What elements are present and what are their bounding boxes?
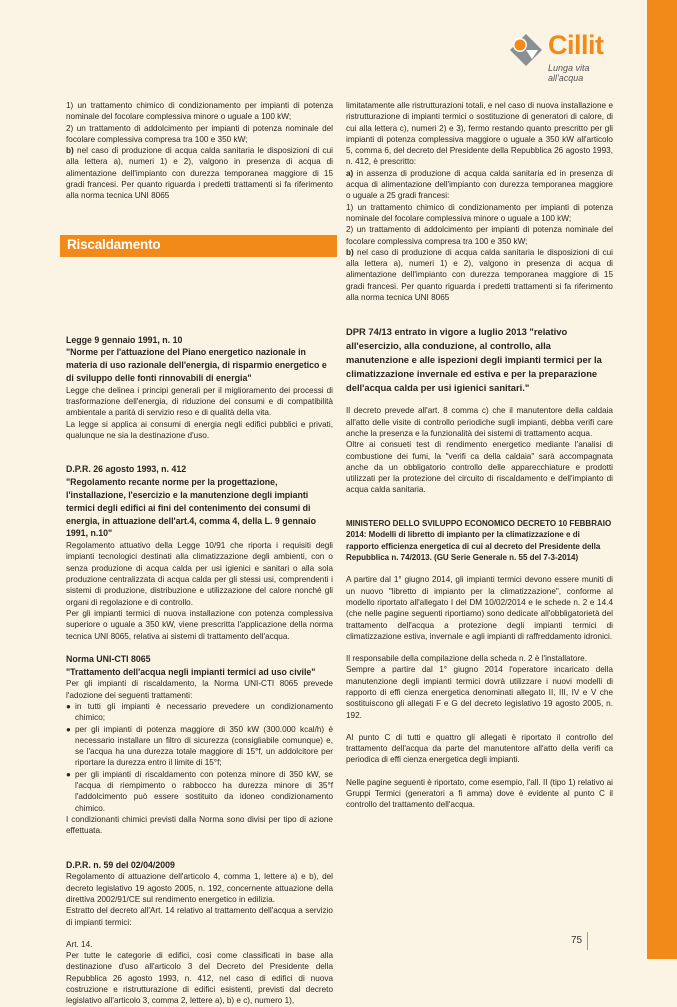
dpr59-title: D.P.R. n. 59 del 02/04/2009 bbox=[66, 859, 175, 870]
legge1-title: Legge 9 gennaio 1991, n. 10 bbox=[66, 334, 183, 345]
legge1-paragraph-2: La legge si applica ai consumi di energia negli edifici pubblici e privati, qualunque ne sia la destinazione d'uso. bbox=[66, 419, 333, 441]
ministero-paragraph-5: Nelle pagine seguenti è riportato, come esempio, l'all. II (tipo 1) relativo ai Gruppi Termici (generatori a fi amma) dove è evidente al punto C il controllo del trattamento dell'acqua. bbox=[346, 777, 613, 810]
dpr74-paragraph-2: Oltre ai consueti test di rendimento energetico mediante l'analisi di combustione dei fumi, la "verifi ca della caldaia" sarà accompagnata anche da un obbligatorio controllo delle apparecchiature e prodotti utilizzati per la protezione del circuito di riscaldamento e dell'impianto di acqua calda sanitaria. bbox=[346, 440, 613, 495]
continued-item-1: 1) un trattamento chimico di condizionamento per impianti di potenza nominale del focolare complessiva minore o uguale a 100 kW; bbox=[346, 202, 613, 223]
page-number: 75 bbox=[571, 935, 583, 946]
bullet-dot-icon: ● bbox=[66, 724, 71, 734]
cillit-drop-icon bbox=[506, 32, 546, 68]
uni8065-paragraph-1: Per gli impianti di riscaldamento, la Norma UNI-CTI 8065 prevede l'adozione dei seguenti trattamenti: bbox=[66, 679, 333, 700]
ministero-paragraph-4: Al punto C di tutti e quattro gli allegati è riportato il controllo del trattamento dell'acqua da parte del manutentore all'atto della verifi ca periodica di effi cienza energetica degli impianti. bbox=[346, 732, 613, 765]
dpr74-paragraph-1: Il decreto prevede all'art. 8 comma c) che il manutentore della caldaia all'atto delle visite di controllo periodiche sugli impianti, debba verifi care anche la presenza e la funzionalità dei sistemi di trattamento acqua. bbox=[346, 406, 613, 438]
continued-paragraph: limitatamente alle ristrutturazioni totali, e nel caso di nuova installazione e ristrutturazione di impianti termici o sostituzione di generatori di calore, di cui alla lettera c), numeri 2) e 3), fermo restando quanto prescritto per gli impianti di potenza complessiva maggiore o uguale a 350 kW all'articolo 5, comma 6, del decreto del Presidente della Repubblica 26 agosto 1993, n. 412, è prescritto: bbox=[346, 101, 613, 167]
dpr412-paragraph-1: Regolamento attuativo della Legge 10/91 che riporta i requisiti degli impianti tecnologici destinati alla climatizzazione degli ambienti, con o senza produzione di acqua calda per usi igienici e sanitari o alla sola produzione centralizzata di acqua calda per gli stessi usi, comprendenti i sistemi di produzione, distribuzione e utilizzazione del calore nonché gli organi di regolazione e di controllo. bbox=[66, 541, 333, 607]
list-item: ● per gli impianti di riscaldamento con potenza minore di 350 kW, se l'acqua di riempimento o rabbocco ha durezza minore di 35°f l'addolcimento può essere sostituito da idoneo condizionamento chimico. bbox=[66, 769, 333, 813]
legge1-subtitle: "Norme per l'attuazione del Piano energetico nazionale in materia di uso razionale dell'energia, di risparmio energetico e di sviluppo delle fonti rinnovabili di energia" bbox=[66, 347, 327, 384]
dpr74-title: DPR 74/13 entrato in vigore a luglio 2013 "relativo all'esercizio, alla conduzione, al controllo, alla manutenzione e alle ispezioni degli impianti termici per la climatizzazione invernale ed estiva e per la preparazione dell'acqua calda per usi igienici sanitari." bbox=[346, 326, 602, 393]
page-number-rule bbox=[587, 932, 588, 950]
ministero-title: MINISTERO DELLO SVILUPPO ECONOMICO DECRETO 10 FEBBRAIO 2014: Modelli di libretto di impianto per la climatizzazione e di rapporto efficienza energetica di cui al decreto del Presidente della Repubblica n. 74/2013. (GU Serie Generale n. 55 del 7-3-2014) bbox=[346, 518, 612, 562]
dpr412-subtitle: "Regolamento recante norme per la progettazione, l'installazione, l'esercizio e la manutenzione degli impianti termici degli edifici ai fini del contenimento dei consumi di energia, in attuazione dell'art.4, comma 4, della L. 9 gennaio 1991, n.10" bbox=[66, 477, 316, 539]
brand-name: Cillit bbox=[548, 30, 604, 60]
brand-logo bbox=[506, 28, 626, 83]
legge1-paragraph-1: Legge che delinea i principi generali per il miglioramento dei processi di trasformazione dell'energia, di riduzione dei consumi e di compatibilità ambientale a parità di servizio reso e di qualità della vita. bbox=[66, 385, 333, 418]
left-column bbox=[66, 100, 333, 1007]
brand-tagline: Lunga vita all'acqua bbox=[548, 63, 590, 83]
uni8065-paragraph-2: I condizionanti chimici previsti dalla Norma sono divisi per tipo di azione effettuata. bbox=[66, 814, 333, 836]
continued-item-b: b) nel caso di produzione di acqua calda sanitaria le disposizioni di cui alla lettera a), numeri 1) e 2), valgono in presenza di acqua di alimentazione dell'impianto con durezza temporanea maggiore di 15 gradi francesi. Per quanto riguarda i predetti trattamenti si fa riferimento alla norma tecnica UNI 8065 bbox=[346, 247, 613, 303]
dpr412-paragraph-2: Per gli impianti termici di nuova installazione con potenza complessiva superiore o uguale a 350 kW, viene prescritta l'applicazione della norma tecnica UNI 8065, relativa ai sistemi di trattamento dell'acqua. bbox=[66, 608, 333, 641]
intro-item-1: 1) un trattamento chimico di condizionamento per impianti di potenza nominale del focolare complessiva minore o uguale a 100 kW; bbox=[66, 101, 333, 122]
dpr59-paragraph-2: Estratto del decreto all'Art. 14 relativo al trattamento dell'acqua a servizio di impianti termici: bbox=[66, 906, 333, 927]
continued-item-2: 2) un trattamento di addolcimento per impianti di potenza nominale del focolare complessiva compresa tra 100 e 350 kW; bbox=[346, 225, 613, 246]
art14-title: Art. 14. bbox=[66, 939, 93, 949]
uni8065-title: Norma UNI-CTI 8065 bbox=[66, 653, 151, 664]
intro-item-b: b) nel caso di produzione di acqua calda sanitaria le disposizioni di cui alla lettera a), numeri 1) e 2), valgono in presenza di acqua di alimentazione dell'impianto con durezza temporanea maggiore di 15 gradi francesi. Per quanto riguarda i predetti trattamenti si fa riferimento alla norma tecnica UNI 8065 bbox=[66, 146, 333, 201]
intro-item-2: 2) un trattamento di addolcimento per impianti di potenza nominale del focolare complessiva compresa tra 100 e 350 kW; bbox=[66, 123, 333, 144]
dpr412-title: D.P.R. 26 agosto 1993, n. 412 bbox=[66, 464, 187, 475]
uni8065-subtitle: "Trattamento dell'acqua negli impianti termici ad uso civile" bbox=[66, 666, 316, 677]
dpr59-paragraph-1: Regolamento di attuazione dell'articolo 4, comma 1, lettere a) e b), del decreto legislativo 19 agosto 2005, n. 192, concernente attuazione della direttiva 2002/91/CE sul rendimento energetico in edilizia. bbox=[66, 872, 333, 904]
page-edge-band bbox=[647, 0, 677, 959]
bullet-dot-icon: ● bbox=[66, 769, 71, 779]
list-item: ● in tutti gli impianti è necessario prevedere un condizionamento chimico; bbox=[66, 701, 333, 723]
ministero-paragraph-3: Sempre a partire dal 1° giugno 2014 l'operatore incaricato della manutenzione degli impianti termici dovrà utilizzare i nuovi modelli di rapporto di effi cienza energetica denominati allegato II, III, IV e V che sostituiscono gli allegati F e G del decreto legislativo 19 agosto 2005, n. 192. bbox=[346, 665, 613, 720]
ministero-paragraph-1: A partire dal 1° giugno 2014, gli impianti termici devono essere muniti di un nuovo "libretto di impianto per la climatizzazione", conforme al modello riportato all'allegato I del DM 10/02/2014 e le schede n. 2 e 14.4 (che nelle pagine seguenti riportiamo) sono dedicate all'obbligatorietà del trattamento dell'acqua a protezione degli impianti termici di climatizzazione estiva, invernale e agli impianti di raffreddamento idronici. bbox=[346, 575, 613, 641]
list-item: ● per gli impianti di potenza maggiore di 350 kW (300.000 kcal/h) è necessario installare un filtro di sicurezza (consigliabile comunque) e, se l'acqua ha una durezza totale maggiore di 15°f, un addolcitore per riportare la durezza entro il limite di 15°f; bbox=[66, 724, 333, 768]
ministero-paragraph-2: Il responsabile della compilazione della scheda n. 2 è l'installatore. bbox=[346, 654, 587, 664]
art14-paragraph: Per tutte le categorie di edifici, così come classificati in base alla destinazione d'uso all'articolo 3 del Decreto del Presidente della Repubblica 26 agosto 1993, n. 412, nel caso di edifici di nuova costruzione e ristrutturazione di edifici esistenti, previsti dal decreto legislativo all'articolo 3, comma 2, lettere a), b) e c), numero 1), bbox=[66, 951, 333, 1006]
right-column bbox=[346, 100, 613, 811]
bullet-dot-icon: ● bbox=[66, 701, 71, 711]
continued-item-a: a) in assenza di produzione di acqua calda sanitaria ed in presenza di acqua di alimentazione dell'impianto con durezza temporanea maggiore o uguale a 25 gradi francesi: bbox=[346, 168, 613, 201]
section-title: Riscaldamento bbox=[67, 237, 161, 252]
